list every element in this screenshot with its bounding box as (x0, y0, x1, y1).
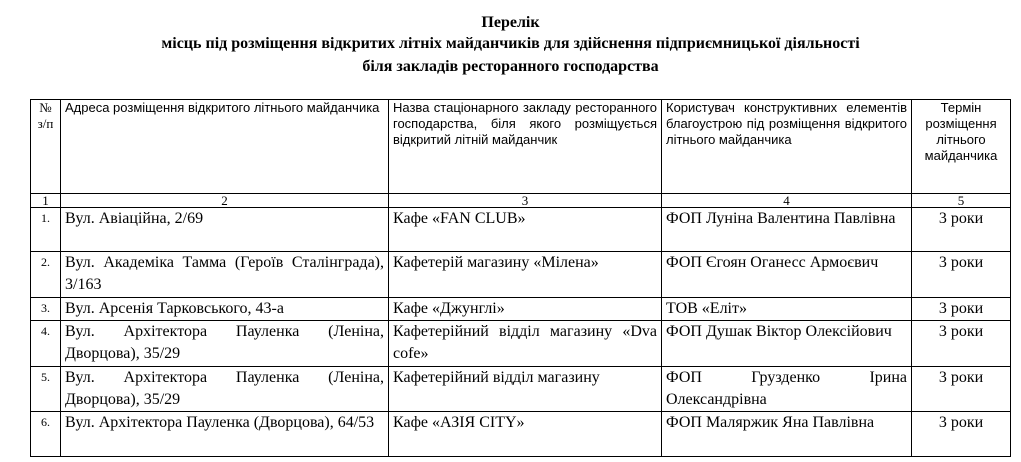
document-subtitle-line1: місць під розміщення відкритих літніх майданчиків для здійснення підприємницької діяльності (161, 35, 860, 52)
document-subtitle-line2: біля закладів ресторанного господарства (362, 58, 659, 75)
row-number: 6. (31, 412, 61, 457)
row-term: 3 роки (912, 298, 1011, 321)
column-number-5: 5 (912, 194, 1011, 208)
table-row (31, 208, 1011, 252)
row-user: ФОП Маляржик Яна Павлівна (662, 412, 912, 457)
column-numbers-row (31, 194, 1011, 208)
row-venue: Кафетерій магазину «Мілена» (389, 252, 662, 298)
row-venue: Кафе «АЗІЯ CITY» (389, 412, 662, 457)
row-venue: Кафе «Джунглі» (389, 298, 662, 321)
row-user: ФОП Душак Віктор Олексійович (662, 321, 912, 367)
row-venue: Кафе «FAN CLUB» (389, 208, 662, 252)
column-number-4: 4 (662, 194, 912, 208)
document-title: Перелік (481, 14, 540, 31)
header-term: Термін розміщення літнього майданчика (912, 100, 1011, 194)
column-number-1: 1 (31, 194, 61, 208)
row-number: 2. (31, 252, 61, 298)
header-number: № з/п (31, 100, 61, 194)
row-address: Вул. Арсенія Тарковського, 43-а (61, 298, 389, 321)
row-address: Вул. Архітектора Пауленка (Леніна, Дворцова), 35/29 (61, 367, 389, 412)
row-address: Вул. Авіаційна, 2/69 (61, 208, 389, 252)
row-user: ФОП Грузденко Ірина Олександрівна (662, 367, 912, 412)
row-address: Вул. Архітектора Пауленка (Леніна, Дворцова), 35/29 (61, 321, 389, 367)
row-address: Вул. Академіка Тамма (Героїв Сталінграда), 3/163 (61, 252, 389, 298)
column-number-3: 3 (389, 194, 662, 208)
row-term: 3 роки (912, 252, 1011, 298)
row-number: 1. (31, 208, 61, 252)
row-user: ФОП Луніна Валентина Павлівна (662, 208, 912, 252)
row-address: Вул. Архітектора Пауленка (Дворцова), 64/53 (61, 412, 389, 457)
row-number: 4. (31, 321, 61, 367)
row-user: ТОВ «Еліт» (662, 298, 912, 321)
table-row (31, 252, 1011, 298)
row-term: 3 роки (912, 321, 1011, 367)
row-term: 3 роки (912, 367, 1011, 412)
table-row (31, 367, 1011, 412)
venues-table (30, 99, 1011, 457)
row-venue: Кафетерійний відділ магазину «Dva cofe» (389, 321, 662, 367)
row-term: 3 роки (912, 208, 1011, 252)
row-number: 3. (31, 298, 61, 321)
table-row (31, 321, 1011, 367)
row-venue: Кафетерійний відділ магазину (389, 367, 662, 412)
header-user: Користувач конструктивних елементів благоустрою під розміщення відкритого літнього майданчика (662, 100, 912, 194)
header-row (31, 100, 1011, 194)
row-number: 5. (31, 367, 61, 412)
table-row (31, 412, 1011, 457)
row-term: 3 роки (912, 412, 1011, 457)
header-address: Адреса розміщення відкритого літнього майданчика (61, 100, 389, 194)
header-venue: Назва стаціонарного закладу ресторанного господарства, біля якого розміщується відкритий літній майданчик (389, 100, 662, 194)
row-user: ФОП Єгоян Оганесс Армоєвич (662, 252, 912, 298)
table-row (31, 298, 1011, 321)
column-number-2: 2 (61, 194, 389, 208)
